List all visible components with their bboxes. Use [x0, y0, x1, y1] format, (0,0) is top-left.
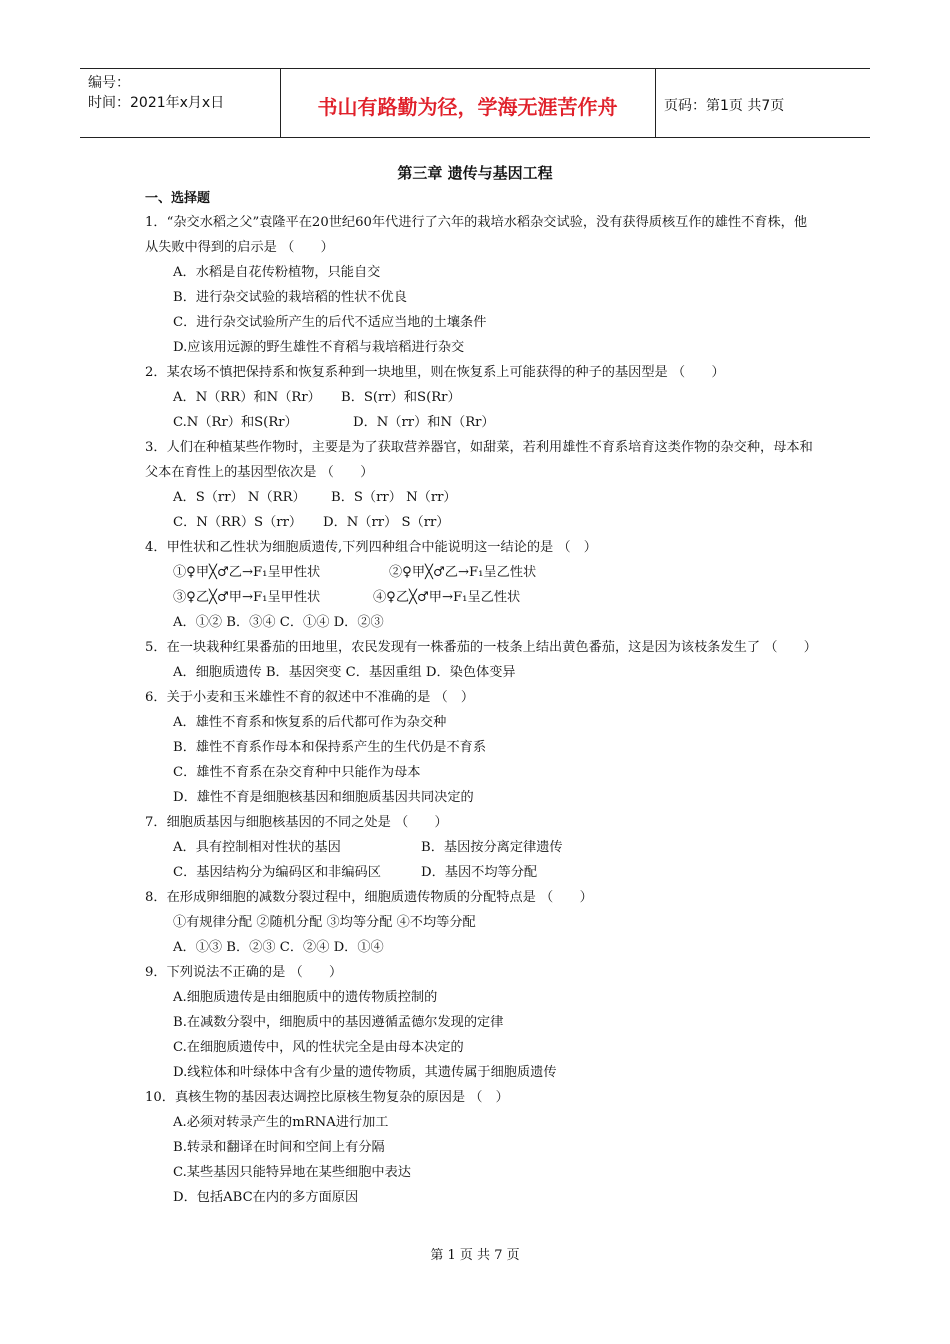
question-stem: 9．下列说法不正确的是 （ ）	[145, 965, 343, 980]
chapter-title: 第三章 遗传与基因工程	[397, 164, 553, 182]
number-label: 编号：	[88, 75, 130, 91]
question-option: C．基因结构分为编码区和非编码区	[173, 865, 381, 880]
question-option: D.线粒体和叶绿体中含有少量的遗传物质，其遗传属于细胞质遗传	[173, 1065, 557, 1080]
question-option: C．N（RR）S（rr）	[173, 515, 303, 530]
question-option: A.必须对转录产生的mRNA进行加工	[173, 1115, 389, 1130]
question-option: A．细胞质遗传 B．基因突变 C．基因重组 D．染色体变异	[173, 665, 516, 680]
question-option: A．S（rr） N（RR）	[173, 490, 306, 505]
question-option: D．包括ABC在内的多方面原因	[173, 1190, 359, 1205]
option-row	[145, 510, 813, 535]
option-row	[145, 860, 813, 885]
question-option: A．N（RR）和N（Rr）	[173, 390, 321, 405]
header-meta	[88, 73, 224, 113]
question-stem: 6．关于小麦和玉米雄性不育的叙述中不准确的是 （ ）	[145, 690, 475, 705]
question-option: B．雄性不育系作母本和保持系产生的生代仍是不育系	[173, 740, 487, 755]
question-stem: 3．人们在种植某些作物时，主要是为了获取营养器官，如甜菜，若利用雄性不育系培育这类作物的杂交种，母本和父本在育性上的基因型依次是 （ ）	[145, 440, 813, 480]
date-label: 时间：2021年x月x日	[88, 95, 225, 111]
cross-combination: ①♀甲╳♂乙→F₁呈甲性状	[173, 565, 321, 580]
cross-combination: ②♀甲╳♂乙→F₁呈乙性状	[389, 565, 537, 580]
document-header	[80, 68, 870, 138]
question-option: D．基因不均等分配	[421, 865, 538, 880]
cross-row	[145, 585, 813, 610]
question-option: B．基因按分离定律遗传	[421, 840, 563, 855]
question-option: C．雄性不育系在杂交育种中只能作为母本	[173, 765, 421, 780]
option-row	[145, 385, 813, 410]
question-option: B．S(rr）和S(Rr）	[341, 390, 461, 405]
question-option: A．水稻是自花传粉植物，只能自交	[173, 265, 381, 280]
header-motto: 书山有路勤为径，学海无涯苦作舟	[317, 95, 618, 119]
question-option: D．N（rr）和N（Rr）	[353, 415, 495, 430]
question-option: A．①③ B．②③ C．②④ D．①④	[173, 940, 384, 955]
option-row	[145, 410, 813, 435]
question-stem: 5．在一块栽种红果番茄的田地里，农民发现有一株番茄的一枝条上结出黄色番茄，这是因为该枝条发生了 （ ）	[145, 640, 817, 655]
question-option: C．进行杂交试验所产生的后代不适应当地的土壤条件	[173, 315, 487, 330]
question-stem: 2．某农场不慎把保持系和恢复系种到一块地里，则在恢复系上可能获得的种子的基因型是 （ ）	[145, 365, 725, 380]
question-option: A．雄性不育系和恢复系的后代都可作为杂交种	[173, 715, 447, 730]
question-option: D．N（rr） S（rr）	[323, 515, 450, 530]
question-option: A．①② B．③④ C．①④ D．②③	[173, 615, 384, 630]
question-stem: 10．真核生物的基因表达调控比原核生物复杂的原因是 （ ）	[145, 1090, 509, 1105]
page-footer: 第 1 页 共 7 页	[430, 1248, 520, 1263]
question-option: A．具有控制相对性状的基因	[173, 840, 341, 855]
question-option: C.在细胞质遗传中，风的性状完全是由母本决定的	[173, 1040, 464, 1055]
question-stem: 7．细胞质基因与细胞核基因的不同之处是 （ ）	[145, 815, 448, 830]
question-option: B．进行杂交试验的栽培稻的性状不优良	[173, 290, 407, 305]
cross-combination: ④♀乙╳♂甲→F₁呈乙性状	[373, 590, 521, 605]
question-stem: 8．在形成卵细胞的减数分裂过程中，细胞质遗传物质的分配特点是 （ ）	[145, 890, 593, 905]
question-option: C.N（Rr）和S(Rr）	[173, 415, 298, 430]
question-option: C.某些基因只能特异地在某些细胞中表达	[173, 1165, 411, 1180]
question-stem: 4．甲性状和乙性状为细胞质遗传,下列四种组合中能说明这一结论的是 （ ）	[145, 540, 597, 555]
cross-row	[145, 560, 813, 585]
section-heading: 一、选择题	[145, 191, 211, 206]
header-page-info: 页码：第1页 共7页	[664, 98, 785, 114]
question-option: ①有规律分配 ②随机分配 ③均等分配 ④不均等分配	[173, 915, 476, 930]
question-option: B.转录和翻译在时间和空间上有分隔	[173, 1140, 385, 1155]
question-option: A.细胞质遗传是由细胞质中的遗传物质控制的	[173, 990, 438, 1005]
option-row	[145, 485, 813, 510]
question-option: B.在减数分裂中，细胞质中的基因遵循孟德尔发现的定律	[173, 1015, 504, 1030]
question-list	[145, 210, 817, 1210]
question-stem: 1．“杂交水稻之父”袁隆平在20世纪60年代进行了六年的栽培水稻杂交试验，没有获得质核互作的雄性不育株，他从失败中得到的启示是 （ ）	[145, 215, 808, 255]
question-option: D.应该用远源的野生雄性不育稻与栽培稻进行杂交	[173, 340, 465, 355]
question-option: B．S（rr） N（rr）	[331, 490, 457, 505]
cross-combination: ③♀乙╳♂甲→F₁呈甲性状	[173, 590, 321, 605]
question-option: D．雄性不育是细胞核基因和细胞质基因共同决定的	[173, 790, 474, 805]
header-divider	[655, 69, 656, 137]
option-row	[145, 835, 813, 860]
